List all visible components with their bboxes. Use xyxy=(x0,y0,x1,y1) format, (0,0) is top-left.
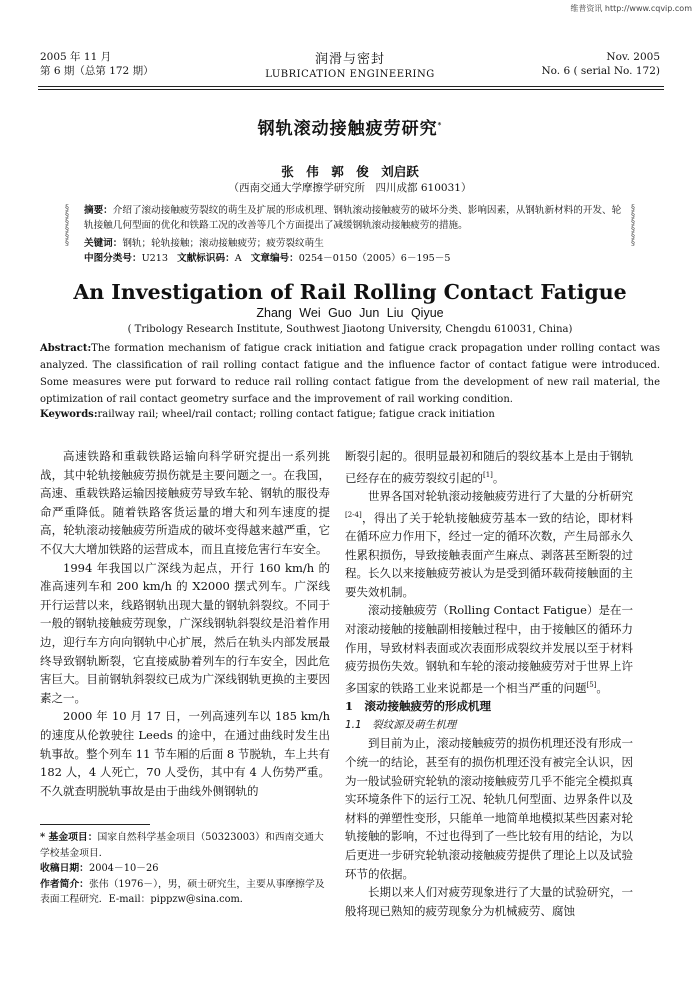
keywords-en-label: Keywords: xyxy=(40,409,98,420)
abstract-cn-text: 介绍了滚动接触疲劳裂纹的萌生及扩展的形成机理、钢轨滚动接触疲劳的破坏分类、影响因素，从钢轨新材料的开发、轮轨接触几何型面的优化和铁路工况的改善等几个方面提出了减缓钢轨滚动接触疲劳的措施。 xyxy=(84,205,622,231)
header-date-cn: 2005 年 11 月 xyxy=(40,51,112,63)
body-paragraph: 1994 年我国以广深线为起点，开行 160 km/h 的准高速列车和 200 km/h 的 X2000 摆式列车。广深线开行运营以来，线路钢轨出现大量的钢轨斜裂纹。不同于一般的钢轨接触疲劳现象，广深线钢轨斜裂纹是沿着作用边，迎行车方向向钢轨中心扩展，然后在轨头内部发展最终导致钢轨断裂，它直接威胁着列车的行车安全，因此危害巨大。目前钢轨斜裂纹已成为广深线钢轨更换的主要因素之一。 xyxy=(40,560,330,705)
keywords-en xyxy=(40,409,660,420)
authors-en: Zhang Wei Guo Jun Liu Qiyue xyxy=(256,306,444,320)
title-footnote-mark: * xyxy=(437,120,443,130)
abstract-en-text: The formation mechanism of fatigue crack initiation and fatigue crack propagation under rolling contact was analyzed. The classification of rail rolling contact fatigue and the influence factor of contact fatigue were introduced. Some measures were put forward to reduce rail rolling contact fatigue from the development of new rail material, the optimization of rail contact geometry surface and the improvement of rail working condition. xyxy=(40,343,660,405)
keywords-cn xyxy=(84,236,624,251)
header-issue-en: No. 6 ( serial No. 172) xyxy=(541,65,660,77)
article-number-value: 0254－0150（2005）6－195－5 xyxy=(298,253,451,264)
ornament-left-icon: § § § § § § xyxy=(65,203,69,247)
affiliation-cn: （西南交通大学摩擦学研究所 四川成都 610031） xyxy=(228,182,472,194)
body-paragraph: 长期以来人们对疲劳现象进行了大量的试验研究，一般将现已熟知的疲劳现象分为机械疲劳、腐蚀 xyxy=(345,885,633,918)
citation: [2-4] xyxy=(345,510,362,519)
header-date-en: Nov. 2005 xyxy=(606,51,660,63)
body-paragraph: 滚动接触疲劳（Rolling Contact Fatigue）是在一对滚动接触的接触副相接触过程中，由于接触区的循环力作用，导致材料表面或次表面形成裂纹并发展以至于材料疲劳损伤失效。钢轨和车轮的滚动接触疲劳对于世界上许多国家的铁路工业来说都是一个相当严重的问题[5]。 xyxy=(345,603,633,695)
class-label: 中图分类号： xyxy=(84,253,142,264)
classification-line xyxy=(84,251,624,266)
footnote xyxy=(40,830,332,908)
title-en: An Investigation of Rail Rolling Contact Fatigue xyxy=(73,280,627,304)
body-paragraph: 世界各国对轮轨滚动接触疲劳进行了大量的分析研究[2-4]，得出了关于轮轨接触疲劳基本一致的结论，即材料在循环应力作用下，经过一定的循环次数，产生局部永久性累积损伤，导致接触表面产生麻点、剥落甚至断裂的过程。长久以来接触疲劳被认为是受到循环载荷接触面的主要失效机制。 xyxy=(345,489,633,599)
body-paragraph: 断裂引起的。很明显最初和随后的裂纹基本上是由于钢轨已经存在的疲劳裂纹引起的[1]。 xyxy=(345,449,633,485)
doc-code-value: A xyxy=(234,253,242,264)
keywords-cn-text: 钢轨；轮轨接触；滚动接触疲劳；疲劳裂纹萌生 xyxy=(122,238,324,249)
abstract-cn xyxy=(84,203,624,233)
body-paragraph: 到目前为止，滚动接触疲劳的损伤机理还没有形成一个统一的结论，甚至有的损伤机理还没有被完全认识，因为一般试验研究轮轨的滚动接触疲劳几乎不能完全模拟真实环境条件下的运行工况、轮轨几何型面、边界条件以及材料的弹塑性变形，只能单一地简单地模拟某些因素对轮轨接触的影响，不过也得到了一些比较有用的结论，为以后更进一步研究轮轨滚动接触疲劳提供了理论上以及试验环节的依据。 xyxy=(345,736,633,881)
header-issue-cn: 第 6 期（总第 172 期） xyxy=(40,65,154,77)
subsection-heading: 1.1 裂纹源及萌生机理 xyxy=(345,718,457,731)
footnote-received: 收稿日期：2004－10－26 xyxy=(40,863,159,874)
class-value: U213 xyxy=(141,253,168,264)
header-rule xyxy=(38,86,664,87)
abstract-cn-label: 摘要： xyxy=(84,205,113,216)
body-paragraph: 2000 年 10 月 17 日，一列高速列车以 185 km/h 的速度从伦敦驶往 Leeds 的途中，在通过曲线时发生出轨事故。整个列车 11 节车厢的后面 8 节脱轨，车上共有 182 人，4 人死亡，70 人受伤，其中有 4 人伤势严重。不久就查明脱轨事故是由于曲线外侧钢轨的 xyxy=(40,709,330,798)
abstract-en xyxy=(40,340,660,408)
doc-code-label: 文献标识码： xyxy=(177,253,235,264)
watermark: 维普资讯 http://www.cqvip.com xyxy=(570,4,692,13)
citation: [5] xyxy=(586,680,597,689)
body-left-column xyxy=(40,447,330,800)
title-cn xyxy=(0,114,700,139)
keywords-cn-label: 关键词： xyxy=(84,238,123,249)
ornament-right-icon: § § § § § § xyxy=(631,203,635,247)
affiliation-en: ( Tribology Research Institute, Southwest Jiaotong University, Chengdu 610031, China) xyxy=(127,324,573,335)
abstract-en-label: Abstract: xyxy=(40,343,92,354)
footnote-fund: * 基金项目：国家自然科学基金项目（50323003）和西南交通大学校基金项目． xyxy=(40,832,324,859)
article-number-label: 文章编号： xyxy=(250,253,299,264)
journal-name-en: LUBRICATION ENGINEERING xyxy=(265,69,435,80)
footnote-rule xyxy=(40,824,150,825)
journal-name-cn: 润滑与密封 xyxy=(314,52,385,67)
section-heading: 1 滚动接触疲劳的形成机理 xyxy=(345,699,492,714)
title-cn-text: 钢轨滚动接触疲劳研究 xyxy=(257,119,438,139)
keywords-en-text: railway rail; wheel/rail contact; rolling contact fatigue; fatigue crack initiation xyxy=(97,409,495,420)
body-right-column xyxy=(345,447,633,920)
citation: [1] xyxy=(483,470,493,479)
authors-cn: 张 伟 郭 俊 刘启跃 xyxy=(281,164,419,179)
header-rule-second xyxy=(38,89,664,90)
footnote-author: 作者简介：张伟（1976－），男，硕士研究生，主要从事摩擦学及表面工程研究．E-mail：pippzw@sina.com． xyxy=(40,878,325,905)
body-paragraph: 高速铁路和重载铁路运输向科学研究提出一系列挑战，其中轮轨接触疲劳损伤就是主要问题之一。在我国，高速、重载铁路运输因接触疲劳导致车轮、钢轨的服役寿命严重降低。随着铁路客货运量的增大和列车速度的提高，轮轨滚动接触疲劳所造成的破坏变得越来越严重，它不仅大大增加铁路的运营成本，而且直接危害行车安全。 xyxy=(40,449,330,556)
header-right xyxy=(541,50,660,78)
